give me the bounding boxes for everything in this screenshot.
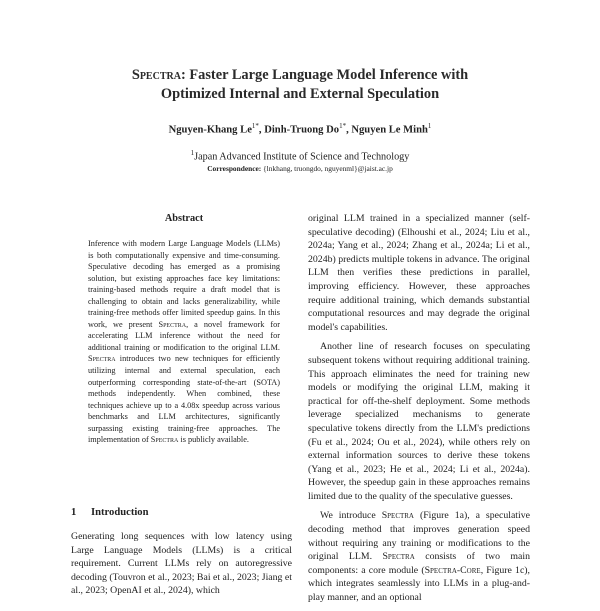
abstract-text-4: is publicly available. <box>178 435 249 445</box>
right-paragraph-3 <box>308 509 530 604</box>
right-p3-text-4: , Figure 1c), which integrates seamlessly into LLMs in a plug-and-play manner, and an optional <box>308 564 531 604</box>
author-1-affil: 1* <box>251 122 259 130</box>
title-line-2: Optimized Internal and External Speculation <box>160 86 440 102</box>
abstract-paragraph <box>88 238 280 446</box>
correspondence <box>60 164 540 174</box>
section-number: 1 <box>71 507 77 518</box>
correspondence-emails: {lnkhang, truongdo, nguyenml}@jaist.ac.jp <box>261 164 393 173</box>
affiliation <box>60 147 540 163</box>
author-1: Nguyen-Khang Le <box>168 124 252 136</box>
right-p3-text-2: (Figure 1a), a speculative decoding method that improves generation speed without requiring any training or modifications to the original LLM. <box>308 510 530 563</box>
right-p3-method-name-3: Spectra-Core <box>424 564 481 576</box>
right-p3-method-name-2: Spectra <box>382 551 415 563</box>
author-2-affil: 1* <box>339 122 347 130</box>
abstract-method-name-1: Spectra <box>158 319 187 329</box>
title-line-1: : Faster Large Language Model Inference with <box>180 67 469 83</box>
right-paragraph-2: Another line of research focuses on speculating subsequent tokens without requiring additional training. This approach eliminates the need for training new models or modifying the original LLM, making it practical for off-the-shelf deployment. Some methods leverage specialized mechanisms to generate speculative tokens directly from the LLM's predictions (Fu et al., 2024; Ou et al., 2024), while others rely on external information sources to derive these tokens (Yang et al., 2023; He et al., 2024; Li et al., 2024a). However, the speedup gain in these approaches remains limited due to the quality of the speculative guesses. <box>308 341 530 502</box>
correspondence-label: Correspondence: <box>207 164 262 173</box>
abstract-text-3: introduces two new techniques for efficiently utilizing internal and external speculation, each outperforming corresponding state-of-the-art (SOTA) methods independently. When combined, these techniques achieve up to a 4.08x speedup across various benchmarks and LLM architectures, significantly surpassing existing training-free approaches. The implementation of <box>88 354 280 445</box>
section-title: Introduction <box>91 507 149 518</box>
abstract-text-1: Inference with modern Large Language Models (LLMs) is both computationally expensive and time-consuming. Speculative decoding has emerged as a promising solution, but existing approaches face key limitations: training-based methods require a draft model that is challenging to obtain and lacks generalizability, while training-free methods offer limited speedup gains. In this work, we present <box>88 239 280 329</box>
title-method-name: Spectra <box>131 67 181 83</box>
paper-title <box>60 66 540 104</box>
author-list <box>60 119 540 138</box>
right-column <box>308 212 530 611</box>
affiliation-marker: 1 <box>190 149 195 157</box>
abstract-heading: Abstract <box>164 213 204 224</box>
author-2: , Dinh-Truong Do <box>258 124 340 136</box>
affiliation-name: Japan Advanced Institute of Science and Technology <box>194 151 410 163</box>
author-3: , Nguyen Le Minh <box>346 124 428 136</box>
author-3-affil: 1 <box>427 122 432 130</box>
intro-paragraph-1: Generating long sequences with low latency using Large Language Models (LLMs) is a critical requirement. Current LLMs rely on autoregressive decoding (Touvron et al., 2023; Bai et al., 2023; Jiang et al., 2023; OpenAI et al., 2024), which <box>71 531 292 596</box>
right-paragraph-1: original LLM trained in a specialized manner (self-speculative decoding) (Elhoushi et al., 2024; Liu et al., 2024a; Yang et al., 2024; Zhang et al., 2024a; Li et al., 2024b) predicts multiple tokens in advance. The original LLM then verifies these predictions in parallel, improving efficiency. However, these approaches require additional training, which demands substantial computational resources and may degrade the original model's capabilities. <box>308 213 530 333</box>
section-heading-introduction <box>71 507 291 518</box>
abstract-method-name-2: Spectra <box>88 354 116 364</box>
right-p3-text-1: We introduce <box>320 510 382 522</box>
right-p3-method-name-1: Spectra <box>381 510 414 522</box>
abstract-body <box>88 238 280 446</box>
right-p3-text-3: consists of two main components: a core module ( <box>308 551 530 576</box>
abstract-method-name-3: Spectra <box>150 435 179 445</box>
introduction-body <box>71 530 292 598</box>
abstract-text-2: , a novel framework for accelerating LLM inference without the need for additional training or modification to the original LLM. <box>88 319 280 352</box>
